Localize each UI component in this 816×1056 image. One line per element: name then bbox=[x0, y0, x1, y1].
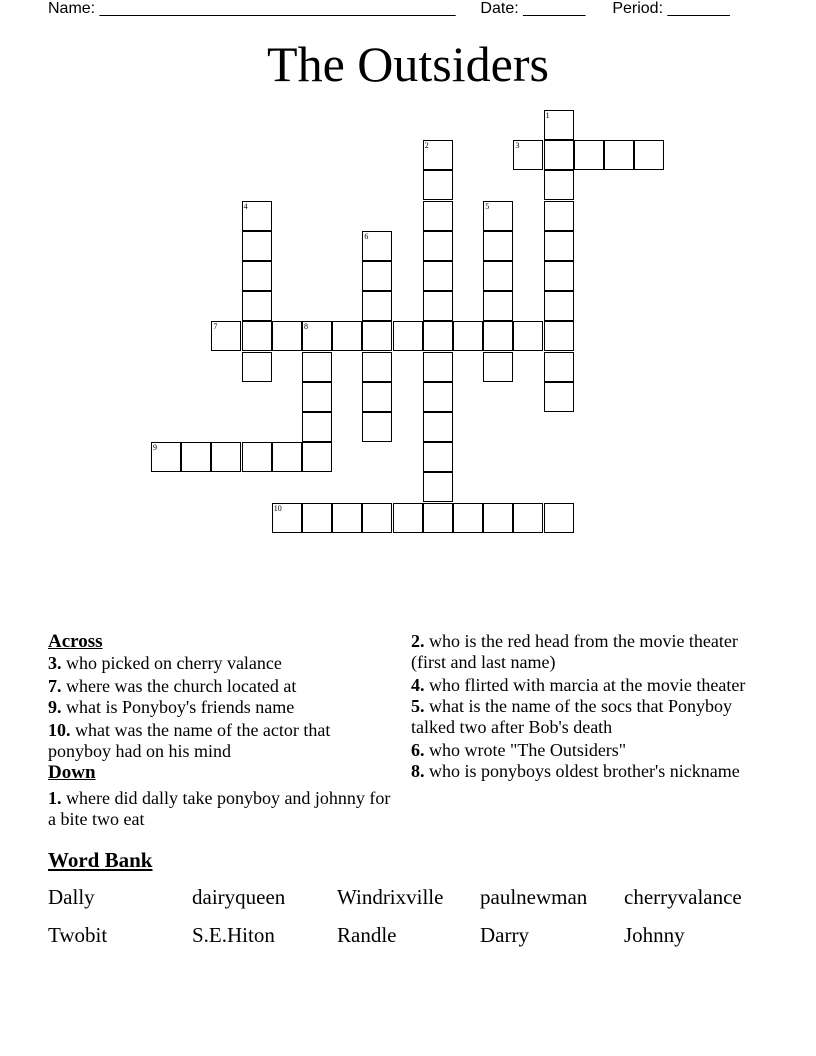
cell-number: 6 bbox=[364, 231, 369, 241]
cell-number: 9 bbox=[153, 443, 157, 453]
across-heading: Across bbox=[48, 631, 103, 652]
crossword-cell[interactable] bbox=[393, 503, 423, 533]
crossword-cell[interactable] bbox=[362, 291, 392, 321]
cell-number: 7 bbox=[213, 322, 218, 332]
word-bank-word: Darry bbox=[480, 923, 529, 947]
clue-across-7: 7. where was the church located at bbox=[48, 676, 297, 696]
crossword-cell[interactable] bbox=[151, 442, 181, 472]
crossword-cell[interactable] bbox=[332, 503, 362, 533]
crossword-cell[interactable] bbox=[302, 503, 332, 533]
crossword-cell[interactable] bbox=[423, 231, 453, 261]
word-bank-word: Dally bbox=[48, 885, 95, 909]
crossword-cell[interactable] bbox=[242, 201, 272, 231]
crossword-cell[interactable] bbox=[513, 503, 543, 533]
crossword-cell[interactable] bbox=[544, 170, 574, 200]
word-bank-word: dairyqueen bbox=[192, 885, 286, 909]
crossword-cell[interactable] bbox=[242, 321, 272, 351]
cell-number: 1 bbox=[545, 111, 550, 120]
crossword-cell[interactable] bbox=[362, 261, 392, 291]
crossword-cell[interactable] bbox=[362, 231, 392, 261]
clue-down-4: 4. who flirted with marcia at the movie theater bbox=[411, 675, 746, 695]
word-bank-word: cherryvalance bbox=[624, 885, 742, 909]
crossword-cell[interactable] bbox=[483, 201, 513, 231]
clue-down-5: 5. what is the name of the socs that Ponyboy talked two after Bob's death bbox=[411, 696, 732, 737]
crossword-cell[interactable] bbox=[211, 321, 241, 351]
crossword-cell[interactable] bbox=[181, 442, 211, 472]
cell-number: 10 bbox=[273, 503, 282, 513]
down-heading: Down bbox=[48, 762, 96, 783]
crossword-cell[interactable] bbox=[242, 291, 272, 321]
crossword-cell[interactable] bbox=[423, 170, 453, 200]
crossword-cell[interactable] bbox=[302, 442, 332, 472]
crossword-cell[interactable] bbox=[393, 321, 423, 351]
crossword-cell[interactable] bbox=[453, 321, 483, 351]
cell-number: 5 bbox=[485, 201, 490, 211]
clue-across-10: 10. what was the name of the actor that ponyboy had on his mind bbox=[48, 720, 331, 761]
crossword-cell[interactable] bbox=[423, 442, 453, 472]
crossword-cell[interactable] bbox=[242, 261, 272, 291]
crossword-cell[interactable] bbox=[423, 201, 453, 231]
crossword-cell[interactable] bbox=[423, 382, 453, 412]
crossword-cell[interactable] bbox=[544, 140, 574, 170]
crossword-cell[interactable] bbox=[483, 352, 513, 382]
crossword-cell[interactable] bbox=[604, 140, 634, 170]
name-field-label: Name: ________________________________________ bbox=[48, 0, 456, 17]
clue-down-6: 6. who wrote "The Outsiders" bbox=[411, 740, 627, 760]
clues-left-column bbox=[48, 631, 393, 830]
date-field-label: Date: _______ bbox=[480, 0, 586, 17]
crossword-cell[interactable] bbox=[483, 261, 513, 291]
crossword-cell[interactable] bbox=[362, 382, 392, 412]
crossword-cell[interactable] bbox=[483, 231, 513, 261]
crossword-cell[interactable] bbox=[302, 352, 332, 382]
word-bank-word: S.E.Hiton bbox=[192, 923, 275, 947]
crossword-cell[interactable] bbox=[423, 291, 453, 321]
crossword-cell[interactable] bbox=[242, 231, 272, 261]
word-bank-word: Johnny bbox=[624, 923, 685, 947]
crossword-cell[interactable] bbox=[544, 352, 574, 382]
clue-down-2: 2. who is the red head from the movie theater (first and last name) bbox=[411, 631, 738, 672]
crossword-cell[interactable] bbox=[211, 442, 241, 472]
crossword-cell[interactable] bbox=[242, 352, 272, 382]
crossword-cell[interactable] bbox=[483, 503, 513, 533]
crossword-cell[interactable] bbox=[544, 291, 574, 321]
crossword-cell[interactable] bbox=[483, 321, 513, 351]
cell-number: 3 bbox=[515, 141, 520, 151]
word-bank-word: Twobit bbox=[48, 923, 108, 947]
crossword-cell[interactable] bbox=[302, 321, 332, 351]
crossword-cell[interactable] bbox=[332, 321, 362, 351]
crossword-cell[interactable] bbox=[544, 201, 574, 231]
word-bank-word: paulnewman bbox=[480, 885, 588, 909]
crossword-cell[interactable] bbox=[362, 412, 392, 442]
crossword-cell[interactable] bbox=[544, 382, 574, 412]
crossword-cell[interactable] bbox=[302, 382, 332, 412]
clue-down-1: 1. where did dally take ponyboy and johnny for a bite two eat bbox=[48, 788, 391, 829]
crossword-cell[interactable] bbox=[453, 503, 483, 533]
clues-right-column bbox=[411, 631, 771, 782]
word-bank-word: Windrixville bbox=[337, 885, 444, 909]
crossword-cell[interactable] bbox=[272, 503, 302, 533]
crossword-cell[interactable] bbox=[544, 231, 574, 261]
crossword-cell[interactable] bbox=[544, 321, 574, 351]
crossword-cell[interactable] bbox=[423, 472, 453, 502]
crossword-cell[interactable] bbox=[423, 321, 453, 351]
crossword-cell[interactable] bbox=[513, 321, 543, 351]
period-field-label: Period: _______ bbox=[612, 0, 730, 17]
crossword-cell[interactable] bbox=[362, 352, 392, 382]
crossword-cell[interactable] bbox=[272, 321, 302, 351]
crossword-cell[interactable] bbox=[544, 261, 574, 291]
clue-down-8: 8. who is ponyboys oldest brother's nickname bbox=[411, 761, 740, 781]
crossword-cell[interactable] bbox=[483, 291, 513, 321]
crossword-cell[interactable] bbox=[272, 442, 302, 472]
crossword-cell[interactable] bbox=[513, 140, 543, 170]
crossword-cell[interactable] bbox=[423, 261, 453, 291]
crossword-cell[interactable] bbox=[423, 140, 453, 170]
cell-number: 4 bbox=[243, 201, 248, 211]
word-bank-title: Word Bank bbox=[48, 848, 153, 872]
crossword-cell[interactable] bbox=[362, 503, 392, 533]
cell-number: 2 bbox=[424, 141, 429, 151]
clue-across-3: 3. who picked on cherry valance bbox=[48, 653, 282, 673]
crossword-cell[interactable] bbox=[423, 412, 453, 442]
crossword-cell[interactable] bbox=[242, 442, 272, 472]
word-bank-word: Randle bbox=[337, 923, 397, 947]
page-title: The Outsiders bbox=[267, 36, 549, 92]
crossword-cell[interactable] bbox=[574, 140, 604, 170]
crossword-cell[interactable] bbox=[302, 412, 332, 442]
crossword-cell[interactable] bbox=[544, 110, 574, 140]
crossword-cell[interactable] bbox=[544, 503, 574, 533]
cell-number: 8 bbox=[304, 322, 308, 332]
clue-across-9: 9. what is Ponyboy's friends name bbox=[48, 697, 295, 717]
crossword-cell[interactable] bbox=[634, 140, 664, 170]
crossword-cell[interactable] bbox=[423, 503, 453, 533]
crossword-cell[interactable] bbox=[362, 321, 392, 351]
crossword-cell[interactable] bbox=[423, 352, 453, 382]
